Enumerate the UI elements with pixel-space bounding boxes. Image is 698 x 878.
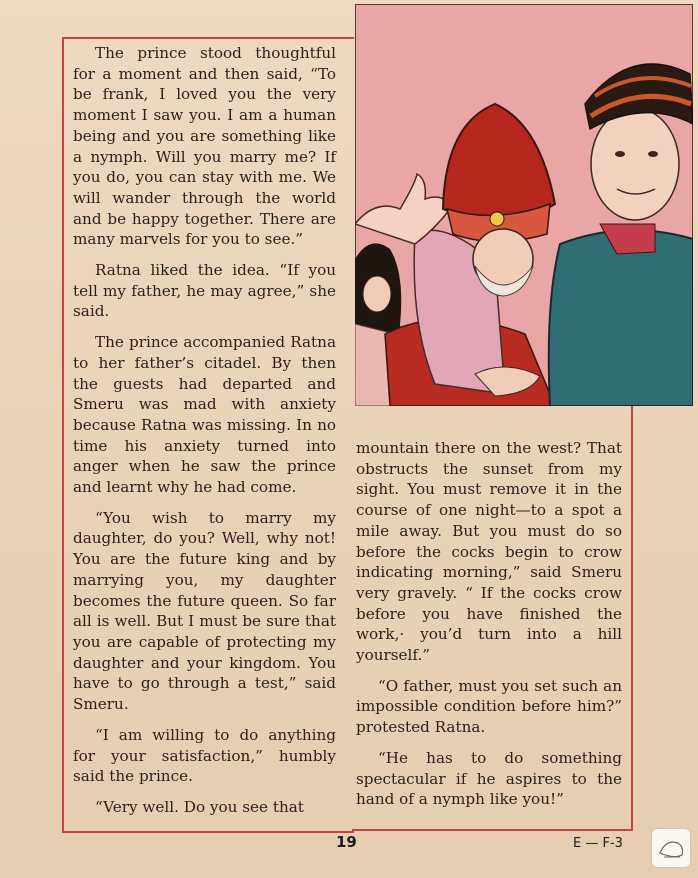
paragraph: “He has to do something spectacular if he aspires to the hand of a nymph like you!”: [356, 748, 622, 809]
paragraph: “O father, must you set such an impossible condition before him?” protested Ratna.: [356, 676, 622, 737]
story-illustration: [355, 4, 693, 406]
paragraph: “I am willing to do anything for your satisfaction,” humbly said the prince.: [73, 725, 336, 786]
paragraph: Ratna liked the idea. “If you tell my father, he may agree,” she said.: [73, 261, 336, 321]
paragraph: “Very well. Do you see that: [95, 797, 304, 816]
page-code: E — F-3: [573, 836, 623, 851]
right-text-column: [356, 438, 622, 820]
left-text-column: [73, 43, 336, 828]
paragraph: The prince stood thoughtful for a moment and then said, “To be frank, I loved you the very moment I saw you. I am a human being and you are something like a nymph. Will you marry me? If you do, you can stay with me. We will wander through the world and be happy together. There are many marvels for you to see.”: [73, 44, 336, 249]
illustration-drawing: [355, 4, 693, 406]
page-number: 19: [336, 833, 357, 851]
paragraph: The prince accompanied Ratna to her father’s citadel. By then the guests had departed and Smeru was mad with anxiety because Ratna was missing. In no time his anxiety turned into anger when he saw the prince and learnt why he had come.: [73, 333, 336, 497]
library-stamp-icon: [651, 828, 691, 868]
paragraph: “You wish to marry my daughter, do you? Well, why not! You are the future king and by marrying you, my daughter becomes the future queen. So far all is well. But I must be sure that you are capable of protecting my daughter and your kingdom. You have to go through a test,” said Smeru.: [73, 508, 336, 714]
paragraph: mountain there on the west? That obstructs the sunset from my sight. You must remove it in the course of one night—to a spot a mile away. But you must do so before the cocks begin to crow indicating morning,” said Smeru very gravely. “ If the cocks crow before you have finished the work,· you’d turn into a hill yourself.”: [356, 439, 622, 665]
